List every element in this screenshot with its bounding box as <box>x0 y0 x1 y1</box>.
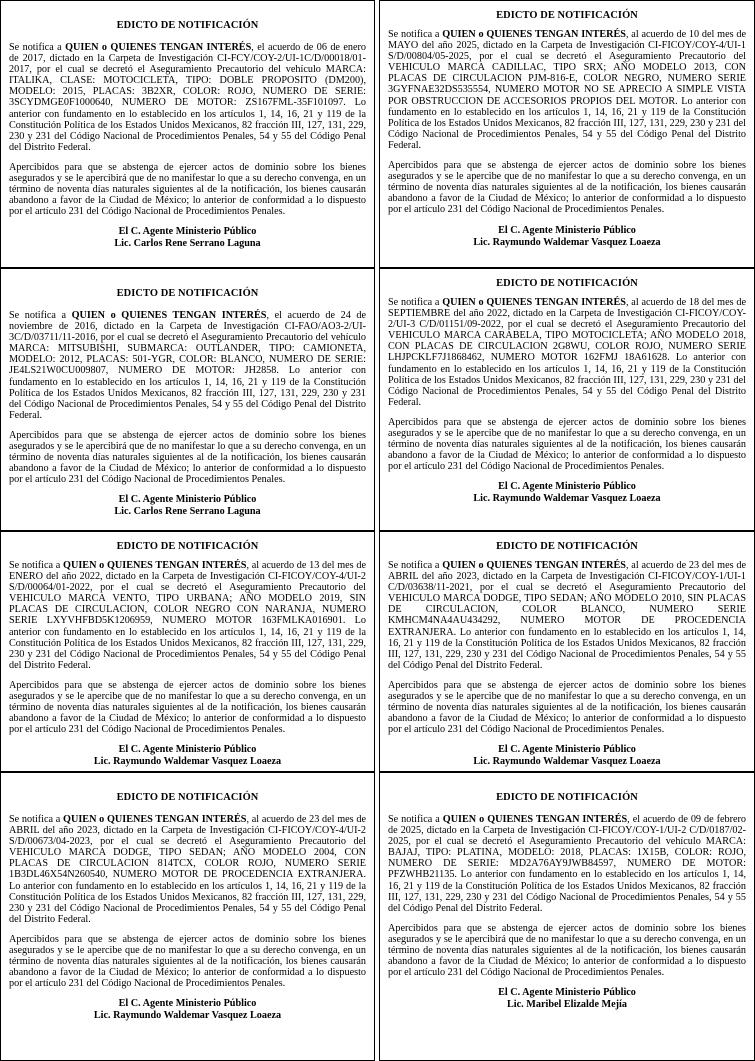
edict-signature <box>388 987 746 1011</box>
signer-role: El C. Agente Ministerio Público <box>498 224 636 236</box>
edict-signature <box>9 744 366 768</box>
edict-intro: Se notifica a <box>388 29 443 40</box>
edict-signature <box>388 744 746 768</box>
edict-title: EDICTO DE NOTIFICACIÓN <box>496 10 638 21</box>
edict-signature <box>9 494 366 518</box>
edict-text: , al acuerdo de 10 del mes de MAYO del año 2025, dictado en la Carpeta de Investigación CI-FICOY/COY-4/UI-1 S/D/00804/05-2025, por el cual se decretó el Aseguramiento Precautorio del VEHICULO MARCA CADILLAC, TIPO SRX; AÑO MODELO 2013, CON PLACAS DE CIRCULACION PJM-816-E, COLOR NEGRO, NUMERO SERIE 3GYFNAE32DS535554, NUMERO MOTOR NO SE APRECIO A SIMPLE VISTA POR OBSTRUCCION DE ACCESORIOS PROPIOS DEL MOTOR. Lo anterior con fundamento en lo establecido en los artículos 1, 14, 16, 21 y 119 de la Constitución Política de los Estados Unidos Mexicanos, 82 fracción III, 127, 131, 229, 230 y 231 del Código Nacional de Procedimientos Penales, 54 y 55 del Código Penal del Distrito Federal. <box>388 29 746 151</box>
edict-text: , al acuerdo de 18 del mes de SEPTIEMBRE del año 2022, dictado en la Carpeta de Investigación CI-FICOY/COY-2/UI-3 C/D/01151/09-2022, por el cual se decretó el Aseguramiento Precautorio del VEHICULO MARCA CARABELA, TIPO MOTOCICLETA; AÑO MODELO 2018, CON PLACAS DE CIRCULACION 2G8WU, COLOR ROJO, NUMERO SERIE LHJPCKLF7J1868462, NUMERO MOTOR 162FMJ 18A61628. Lo anterior con fundamento en lo establecido en los artículos 1, 14, 16, 21 y 119 de la Constitución Política de los Estados Unidos Mexicanos, 82 fracción III, 127, 131, 229, 230 y 231 del Código Nacional de Procedimientos Penales, 54 y 55 del Código Penal del Distrito Federal. <box>388 297 746 408</box>
edict-title: EDICTO DE NOTIFICACIÓN <box>496 541 638 552</box>
edict-body <box>388 560 746 671</box>
edict-addressee: QUIEN o QUIENES TENGAN INTERÉS <box>442 29 626 40</box>
signer-name: Lic. Carlos Rene Serrano Laguna <box>114 506 261 518</box>
edict-title: EDICTO DE NOTIFICACIÓN <box>116 792 259 803</box>
edict-text: , el acuerdo de 06 de enero de 2017, dictado en la Carpeta de Investigación CI-FCY/COY-2/UI-1C/D/00018/01-2017, por el cual se decretó el Aseguramiento Precautorio del vehículo MARCA: ITALIKA, CLASE: MOTOCICLETA, TIPO: DOBLE PROPOSITO (DM200), MODELO: 2015, PLACAS: 3B2XR, COLOR: ROJO, NUMERO DE SERIE: 3SCYDMGE0F1000640, NUMERO DE MOTOR: ZS167FML-35F101097. Lo anterior con fundamento en lo establecido en los artículos 1, 14, 16, 21 y 119 de la Constitución Política de los Estados Unidos Mexicanos, 82 fracción III, 127, 131, 229, 230 y 231 del Código Nacional de Procedimientos Penales, 54 y 55 del Código Penal del Distrito Federal. <box>9 42 366 153</box>
signer-role: El C. Agente Ministerio Público <box>118 744 257 756</box>
signer-role: El C. Agente Ministerio Público <box>118 226 257 238</box>
edict-notice <box>0 0 375 268</box>
signer-name: Lic. Maribel Elizalde Mejía <box>507 999 627 1011</box>
signer-role: El C. Agente Ministerio Público <box>498 481 636 493</box>
edict-body <box>9 310 366 421</box>
edict-warning: Apercibidos para que se abstenga de ejercer actos de dominio sobre los bienes asegurados y se le apercibirá que de no manifestar lo que a su derecho convenga, en un término de noventa días naturales siguientes al de la notificación, los bienes causarán abandono a favor de la Ciudad de México; lo anterior de conformidad a lo dispuesto por el artículo 231 del Código Nacional de Procedimientos Penales. <box>9 429 366 486</box>
edict-warning: Apercibidos para que se abstenga de ejercer actos de dominio sobre los bienes asegurados y se le apercibe que de no manifestar lo que a su derecho convenga, en un término de noventa días naturales siguientes al de la notificación, los bienes causarán abandono a favor de la Ciudad de México; lo anterior de conformidad a lo dispuesto por el artículo 231 del Código Nacional de Procedimientos Penales. <box>388 679 746 736</box>
edict-body <box>388 297 746 408</box>
edict-signature <box>9 226 366 250</box>
edict-warning: Apercibidos para que se abstenga de ejercer actos de dominio sobre los bienes asegurados y se le apercibe que de no manifestar lo que a su derecho convenga, en un término de noventa días naturales siguientes al de la notificación, los bienes causarán abandono a favor de la Ciudad de México; lo anterior de conformidad a lo dispuesto por el artículo 231 del Código Nacional de Procedimientos Penales. <box>388 160 746 216</box>
edict-body <box>9 42 366 153</box>
signer-name: Lic. Raymundo Waldemar Vasquez Loaeza <box>93 1010 282 1022</box>
edict-body <box>9 814 366 925</box>
edict-warning: Apercibidos para que se abstenga de ejercer actos de dominio sobre los bienes asegurados y se le apercibe que de no manifestar lo que a su derecho convenga, en un término de noventa días naturales siguientes al de la notificación, los bienes causarán abandono a favor de la Ciudad de México; lo anterior de conformidad a lo dispuesto por el artículo 231 del Código Nacional de Procedimientos Penales. <box>388 416 746 473</box>
edict-intro: Se notifica a <box>9 560 64 571</box>
edict-title: EDICTO DE NOTIFICACIÓN <box>496 278 638 289</box>
signer-name: Lic. Raymundo Waldemar Vasquez Loaeza <box>93 756 282 768</box>
edict-addressee: QUIEN o QUIENES TENGAN INTERÉS <box>442 297 626 308</box>
edict-addressee: QUIEN o QUIENES TENGAN INTERÉS <box>442 560 626 571</box>
edict-text: , el acuerdo de 09 de febrero de 2025, dictado en la Carpeta de Investigación CI-FICOY/COY-1/UI-2 C/D/0187/02-2025, por el cual se decretó el Aseguramiento Precautorio del vehículo MARCA: BAJAJ, TIPO: PLATINA, MODELO: 2018, PLACAS: 1X15B, COLOR: ROJO, NUMERO DE SERIE: MD2A76AY9JWB84597, NUMERO DE MOTOR: PFZWHB21135. Lo anterior con fundamento en lo establecido en los artículos 1, 14, 16, 21 y 119 de la Constitución Política de los Estados Unidos Mexicanos, 82 fracción III, 127, 131, 229, 230 y 231 del Código Nacional de Procedimientos Penales, 54 y 55 del Código Penal del Distrito Federal. <box>388 814 747 914</box>
edict-addressee: QUIEN o QUIENES TENGAN INTERÉS <box>65 42 252 53</box>
edict-notice <box>379 772 755 1061</box>
edict-warning: Apercibidos para que se abstenga de ejercer actos de dominio sobre los bienes asegurados y se le apercibe que de no manifestar lo que a su derecho convenga, en un término de noventa días naturales siguientes al de la notificación, los bienes causarán abandono a favor de la Ciudad de México; lo anterior de conformidad a lo dispuesto por el artículo 231 del Código Nacional de Procedimientos Penales. <box>9 679 366 736</box>
edict-text: , al acuerdo de 23 del mes de ABRIL del año 2023, dictado en la Carpeta de Investigación CI-FICOY/COY-1/UI-1 C/D/03638/11-2021, por el cual se decretó el Aseguramiento Precautorio del VEHICULO MARCA DODGE, TIPO SEDAN; AÑO MODELO 2010, SIN PLACAS DE CIRCULACION, COLOR BLANCO, NUMERO SERIE KMHCM4NA4AU434292, NUMERO MOTOR DE PROCEDENCIA EXTRANJERA. Lo anterior con fundamento en lo establecido en los artículos 1, 14, 16, 21 y 119 de la Constitución Política de los Estados Unidos Mexicanos, 82 fracción III, 127, 131, 229, 230 y 231 del Código Nacional de Procedimientos Penales, 54 y 55 del Código Penal del Distrito Federal. <box>388 560 746 671</box>
signer-name: Lic. Raymundo Waldemar Vasquez Loaeza <box>473 493 661 505</box>
edict-body <box>388 29 746 151</box>
edict-signature <box>388 225 746 249</box>
edict-intro: Se notifica a <box>388 560 443 571</box>
edict-signature <box>9 998 366 1022</box>
signer-name: Lic. Raymundo Waldemar Vasquez Loaeza <box>473 756 661 768</box>
edict-warning: Apercibidos para que se abstenga de ejercer actos de dominio sobre los bienes asegurados y se le apercibirá que de no manifestar lo que a su derecho convenga, en un término de noventa días naturales siguientes al de la notificación, los bienes causarán abandono a favor de la Ciudad de México; lo anterior de conformidad a lo dispuesto por el artículo 231 del Código Nacional de Procedimientos Penales. <box>9 161 366 218</box>
edict-addressee: QUIEN o QUIENES TENGAN INTERÉS <box>442 814 628 825</box>
edict-text: , al acuerdo de 23 del mes de ABRIL del año 2023, dictado en la Carpeta de Investigación CI-FICOY/COY-4/UI-2 S/D/00673/04-2023, por el cual se decretó el Aseguramiento Precautorio del VEHICULO MARCA DODGE, TIPO SEDAN; AÑO MODELO 2004, CON PLACAS DE CIRCULACION 814TCX, COLOR ROJO, NUMERO SERIE 1B3DL46X54N260540, NUMERO MOTOR DE PROCEDENCIA EXTRANJERA. Lo anterior con fundamento en lo establecido en los artículos 1, 14, 16, 21 y 119 de la Constitución Política de los Estados Unidos Mexicanos, 82 fracción III, 127, 131, 229, 230 y 231 del Código Nacional de Procedimientos Penales, 54 y 55 del Código Penal del Distrito Federal. <box>9 814 366 925</box>
edict-body <box>9 560 366 671</box>
edict-body <box>388 814 746 914</box>
edict-addressee: QUIEN o QUIENES TENGAN INTERÉS <box>63 560 247 571</box>
edict-warning: Apercibidos para que se abstenga de ejercer actos de dominio sobre los bienes asegurados y se le apercibirá que de no manifestar lo que a su derecho convenga, en un término de noventa días naturales siguientes al de la notificación, los bienes causarán abandono a favor de la Ciudad de México; lo anterior de conformidad a lo dispuesto por el artículo 231 del Código Nacional de Procedimientos Penales. <box>388 922 746 979</box>
edict-notice <box>379 531 755 772</box>
signer-role: El C. Agente Ministerio Público <box>498 744 636 756</box>
edict-notice <box>0 268 375 531</box>
edict-addressee: QUIEN o QUIENES TENGAN INTERÉS <box>71 310 267 321</box>
edict-intro: Se notifica a <box>9 310 72 321</box>
signer-role: El C. Agente Ministerio Público <box>118 998 257 1010</box>
signer-role: El C. Agente Ministerio Público <box>498 987 636 999</box>
edict-title: EDICTO DE NOTIFICACIÓN <box>116 288 259 299</box>
edict-title: EDICTO DE NOTIFICACIÓN <box>496 792 638 803</box>
edict-text: , el acuerdo de 24 de noviembre de 2016, dictado en la Carpeta de Investigación CI-FAO/AO3-2/UI-3C/D/03711/11-2016, por el cual se decretó el Aseguramiento Precautorio del vehículo MARCA: MITSUBISHI, SUBMARCA: OUTLANDER, TIPO: CAMIONETA, MODELO: 2012, PLACAS: 501-YGR, COLOR: BLANCO, NUMERO DE SERIE: JE4LS21W0CU009807, NUMERO DE MOTOR: JH2858. Lo anterior con fundamento en lo establecido en los artículos 1, 14, 16, 21 y 119 de la Constitución Política de los Estados Unidos Mexicanos, 82 fracción III, 127, 131, 229, 230 y 231 del Código Nacional de Procedimientos Penales, 54 y 55 del Código Penal del Distrito Federal. <box>9 310 366 421</box>
edict-intro: Se notifica a <box>388 297 443 308</box>
edict-notice <box>0 531 375 772</box>
signer-name: Lic. Carlos Rene Serrano Laguna <box>114 238 261 250</box>
edict-signature <box>388 481 746 505</box>
edict-title: EDICTO DE NOTIFICACIÓN <box>116 541 259 552</box>
edict-text: , al acuerdo de 13 del mes de ENERO del año 2022, dictado en la Carpeta de Investigación CI-FICOY/COY-4/UI-2 S/D/00064/01-2022, por el cual se decretó el Aseguramiento Precautorio del VEHICULO MARCA VENTO, TIPO URBANA; AÑO MODELO 2019, SIN PLACAS DE CIRCULACION, COLOR NEGRO CON NARANJA, NUMERO SERIE LXYVHFBD5K1206959, NUMERO MOTOR 163FMLKA016901. Lo anterior con fundamento en lo establecido en los artículos 1, 14, 16, 21 y 119 de la Constitución Política de los Estados Unidos Mexicanos, 82 fracción III, 127, 131, 229, 230 y 231 del Código Nacional de Procedimientos Penales, 54 y 55 del Código Penal del Distrito Federal. <box>9 560 366 671</box>
edict-intro: Se notifica a <box>9 42 66 53</box>
edict-title: EDICTO DE NOTIFICACIÓN <box>116 20 259 31</box>
edict-intro: Se notifica a <box>9 814 64 825</box>
edict-addressee: QUIEN o QUIENES TENGAN INTERÉS <box>63 814 247 825</box>
signer-name: Lic. Raymundo Waldemar Vasquez Loaeza <box>473 236 661 248</box>
edict-notice <box>0 772 375 1061</box>
edict-intro: Se notifica a <box>388 814 443 825</box>
signer-role: El C. Agente Ministerio Público <box>118 494 257 506</box>
edict-notice <box>379 0 755 268</box>
edict-notice <box>379 268 755 531</box>
edict-warning: Apercibidos para que se abstenga de ejercer actos de dominio sobre los bienes asegurados y se le apercibe que de no manifestar lo que a su derecho convenga, en un término de noventa días naturales siguientes al de la notificación, los bienes causarán abandono a favor de la Ciudad de México; lo anterior de conformidad a lo dispuesto por el artículo 231 del Código Nacional de Procedimientos Penales. <box>9 933 366 990</box>
